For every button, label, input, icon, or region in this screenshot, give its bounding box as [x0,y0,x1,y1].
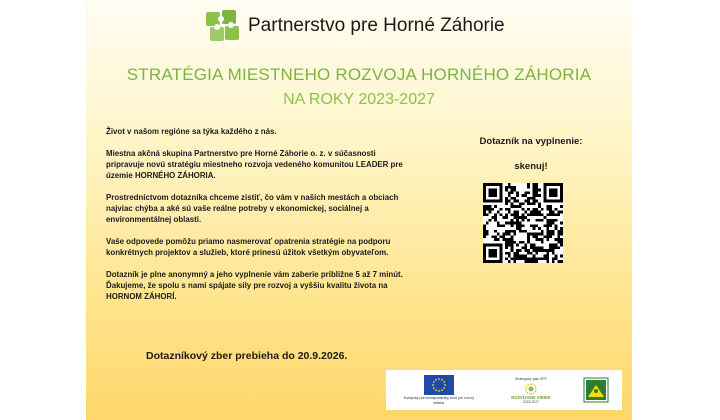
scan-label: skenuj! [514,161,548,172]
paragraph: Dotazník je plne anonymný a jeho vyplnenie vám zaberie približne 5 až 7 minút. Ďakujeme, že spolu s nami spájate sily pre rozvoj a vyššiu kvalitu života na HORNOM ZÁHORÍ. [106,270,403,301]
deadline-text: Dotazníkový zber prebieha do 20.9.2026. [146,350,348,362]
page-subtitle: NA ROKY 2023-2027 [283,91,435,108]
rozvijame-vidiek-logo [496,377,566,404]
paragraph: Vaše odpovede pomôžu priamo nasmerovať opatrenia stratégie na podporu konkrétnych projektov a služieb, ktoré prinesú úžitok všetkým obyvateľom. [106,237,391,257]
poster [86,0,632,420]
puzzle-pieces-icon [204,8,242,44]
eu-logo [399,375,479,405]
footer-logos [386,370,622,410]
rv-top-text: Strategický plán SPP [515,376,547,381]
paragraph: Prostredníctvom dotazníka chceme zistiť, čo vám v našich mestách a obciach najviac chýba a aké sú vaše reálne potreby v ekonomickej, sociálnej a environmentálnej oblasti. [106,193,399,224]
page-title: STRATÉGIA MIESTNEHO ROZVOJA HORNÉHO ZÁHORIA [126,65,592,84]
org-name: Partnerstvo pre Horné Záhorie [248,15,505,36]
sun-icon [521,381,541,395]
paragraph: Život v našom regióne sa týka každého z nás. [106,127,277,136]
paragraph: Miestna akčná skupina Partnerstvo pre Horné Záhorie o. z. v súčasnosti pripravuje novú stratégiu miestneho rozvoja vedeného komunitou LEADER pre územie HORNÉHO ZÁHORIA. [106,149,403,180]
qr-code-icon[interactable] [483,183,563,263]
rv-years-text: 2023-2027 [522,399,540,404]
body-text [106,126,406,313]
header-logo [204,6,505,46]
leader-logo-icon [583,377,609,403]
eu-flag-icon [424,375,454,395]
questionnaire-title: Dotazník na vyplnenie: [479,136,583,147]
rv-name-text: ROZVÍJAME VIDIEK [511,394,551,400]
eu-caption: Európsky poľnohospodársky fond pre rozvoj vidieka [403,396,474,405]
